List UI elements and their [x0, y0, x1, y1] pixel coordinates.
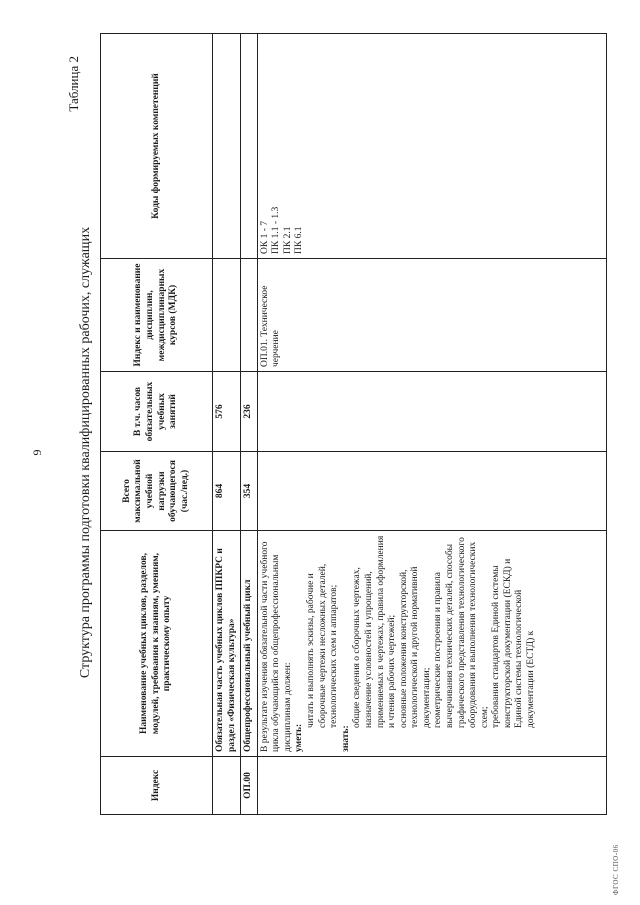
op-cycle-row [241, 34, 258, 815]
umet-text: читать и выполнять эскизы, рабочие и сборочные чертежи несложных деталей, технологических схем и аппаратов; [306, 563, 340, 728]
op-total: 354 [241, 452, 258, 531]
mandatory-discipline-cell [213, 259, 241, 372]
requirements-row [257, 34, 606, 815]
document-title: Структура программы подготовки квалифицированных рабочих, служащих [78, 226, 93, 679]
mandatory-required: 576 [213, 372, 241, 452]
header-required-hours: В т.ч. часов обязательных учебных занятий [101, 372, 213, 452]
mandatory-total: 864 [213, 452, 241, 531]
code-item: ПК 1.1 - 1.3 [271, 206, 282, 254]
umet-label: уметь: [294, 723, 305, 752]
table-number: Таблица 2 [66, 56, 81, 112]
competence-codes [257, 34, 606, 259]
header-competence-codes: Коды формируемых компетенций [101, 34, 213, 259]
header-row [101, 34, 213, 815]
mandatory-part-row [213, 34, 241, 815]
header-name: Наименование учебных циклов, разделов, модулей, требования к знаниям, умениям, практическому опыту [101, 531, 213, 757]
requirements-required-cell [257, 372, 606, 452]
code-item: ПК 2.1 [282, 226, 293, 254]
discipline-name: ОП.01. Техническое черчение [257, 259, 606, 372]
op-discipline-cell [241, 259, 258, 372]
header-total-hours: Всего максимальной учебной нагрузки обучающегося (час./нед.) [101, 452, 213, 531]
op-codes-cell [241, 34, 258, 259]
footer-code: ФГОС СПО-06 [612, 844, 620, 895]
code-item: ОК 1 - 7 [259, 221, 270, 254]
requirements-total-cell [257, 452, 606, 531]
znat-item-4: требования стандартов Единой системы конструкторской документации (ЕСКД) и Единой системы технологической документации (ЕСТД) к [491, 558, 537, 728]
page-number: 9 [30, 449, 44, 456]
znat-item-2: основные положения конструкторской, технологической и другой нормативной документации; [398, 566, 432, 728]
code-item: ПК 6.1 [294, 226, 305, 254]
header-index: Индекс [101, 757, 213, 815]
requirements-index-cell [257, 757, 606, 815]
op-index: ОП.00 [241, 757, 258, 815]
znat-label: знать: [340, 725, 351, 752]
mandatory-codes-cell [213, 34, 241, 259]
structure-table [100, 33, 607, 815]
mandatory-name: Обязательная часть учебных циклов ППКРС и раздел «Физическая культура» [213, 531, 241, 757]
znat-item-1: общие сведения о сборочных чертежах, назначение условностей и упрощений, применяемых в чертежах, правила оформления и чтения рабочих чертежей; [352, 535, 398, 728]
mandatory-index-cell [213, 757, 241, 815]
znat-item-3: геометрические построения и правила вычерчивания технических деталей, способы графического представления технологического оборудования и выполнения технологических схем; [433, 537, 490, 728]
intro-text: В результате изучения обязательной части учебного цикла обучающийся по общепрофессиональным дисциплинам должен: [259, 541, 293, 752]
op-name: Общепрофессиональный учебный цикл [241, 531, 258, 757]
requirements-text [257, 531, 606, 757]
op-required: 236 [241, 372, 258, 452]
header-discipline: Индекс и наименование дисциплин, междисциплинарных курсов (МДК) [101, 259, 213, 372]
